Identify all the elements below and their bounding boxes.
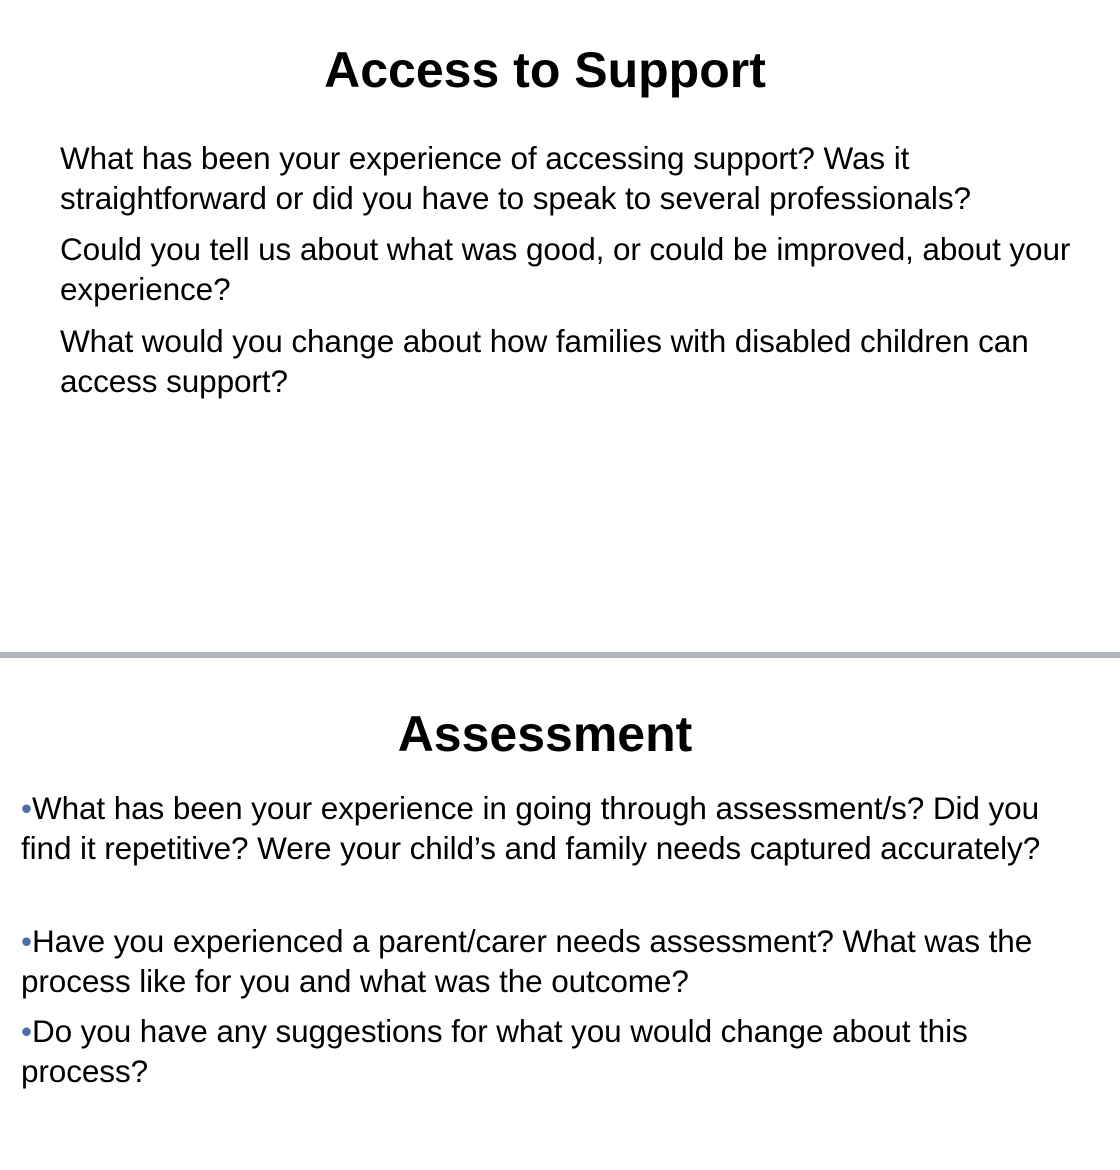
bullet-icon: • — [21, 790, 32, 826]
bullet-item — [21, 1011, 1091, 1091]
bullet-item — [21, 788, 1091, 868]
bullet-item — [21, 921, 1091, 1001]
bullet-text: What has been your experience in going through assessment/s? Did you find it repetitive? Were your child’s and family needs captured accurately? — [21, 790, 1041, 866]
bullet-text: Do you have any suggestions for what you would change about this process? — [21, 1013, 968, 1089]
slide-title: Access to Support — [324, 42, 766, 98]
question-item: What has been your experience of accessing support? Was it straightforward or did you have to speak to several professionals? — [60, 140, 971, 216]
bullet-icon: • — [21, 1013, 32, 1049]
bullet-text: Have you experienced a parent/carer needs assessment? What was the process like for you and what was the outcome? — [21, 923, 1033, 999]
slide-assessment — [0, 658, 1120, 1170]
question-item: What would you change about how families with disabled children can access support? — [60, 323, 1029, 399]
question-item: Could you tell us about what was good, or could be improved, about your experience? — [60, 231, 1071, 307]
bullet-icon: • — [21, 923, 32, 959]
slide-title: Assessment — [397, 706, 693, 762]
